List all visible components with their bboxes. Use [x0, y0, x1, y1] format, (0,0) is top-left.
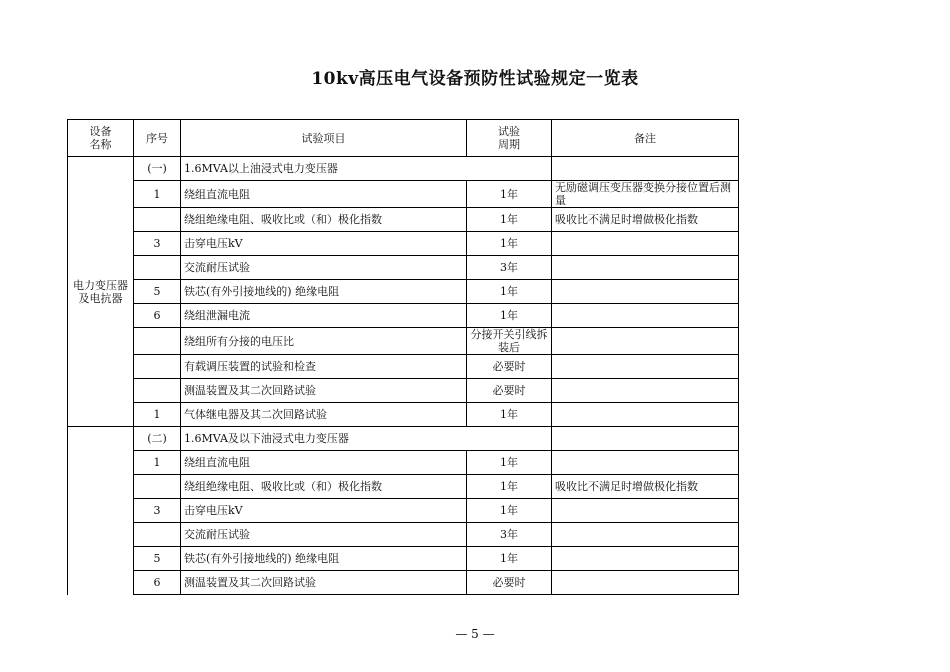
test-period-cell: 1年: [467, 475, 552, 499]
test-item-cell: 气体继电器及其二次回路试验: [181, 403, 467, 427]
table-row: [68, 523, 739, 547]
test-item-cell: 绕组直流电阻: [181, 451, 467, 475]
test-item-cell: 测温装置及其二次回路试验: [181, 571, 467, 595]
seq-no-cell: 6: [134, 571, 181, 595]
seq-no-cell: 1: [134, 451, 181, 475]
test-period-cell: 1年: [467, 232, 552, 256]
note-cell: [552, 256, 739, 280]
table-row: [68, 571, 739, 595]
page-title: 10kv高压电气设备预防性试验规定一览表: [311, 69, 639, 89]
note-cell: [552, 304, 739, 328]
table-row: [68, 232, 739, 256]
note-cell: [552, 523, 739, 547]
seq-no-cell: 6: [134, 304, 181, 328]
test-period-cell: 1年: [467, 403, 552, 427]
test-item-cell: 交流耐压试验: [181, 256, 467, 280]
table-row: [68, 157, 739, 181]
note-cell: [552, 547, 739, 571]
test-regulations-table: [67, 119, 739, 595]
seq-no-cell: 5: [134, 280, 181, 304]
test-period-cell: 必要时: [467, 355, 552, 379]
header-no: 序号: [134, 120, 181, 157]
test-period-cell: 3年: [467, 523, 552, 547]
seq-no-cell: [134, 475, 181, 499]
table-row: [68, 256, 739, 280]
test-item-cell: 交流耐压试验: [181, 523, 467, 547]
note-cell: [552, 403, 739, 427]
note-cell: [552, 499, 739, 523]
seq-no-cell: [134, 208, 181, 232]
seq-no-cell: [134, 379, 181, 403]
test-period-cell: 1年: [467, 451, 552, 475]
note-cell: [552, 232, 739, 256]
test-item-cell: 绕组绝缘电阻、吸收比或（和）极化指数: [181, 208, 467, 232]
device-name-cell: [68, 427, 134, 595]
table-row: [68, 355, 739, 379]
table-row: [68, 499, 739, 523]
seq-no-cell: [134, 328, 181, 355]
note-cell: [552, 571, 739, 595]
test-period-cell: 1年: [467, 181, 552, 208]
test-period-cell: 必要时: [467, 379, 552, 403]
note-cell: [552, 157, 739, 181]
header-device: 设备 名称: [68, 120, 134, 157]
table-row: [68, 379, 739, 403]
table-body: [68, 157, 739, 595]
test-period-cell: 1年: [467, 499, 552, 523]
test-item-cell: 击穿电压kV: [181, 232, 467, 256]
test-item-cell: 绕组绝缘电阻、吸收比或（和）极化指数: [181, 475, 467, 499]
test-item-cell: 绕组泄漏电流: [181, 304, 467, 328]
test-item-cell: 铁芯(有外引接地线的) 绝缘电阻: [181, 547, 467, 571]
seq-no-cell: 3: [134, 499, 181, 523]
test-item-cell: 击穿电压kV: [181, 499, 467, 523]
table-row: [68, 280, 739, 304]
seq-no-cell: 1: [134, 403, 181, 427]
test-period-cell: 3年: [467, 256, 552, 280]
note-cell: [552, 328, 739, 355]
seq-no-cell: 3: [134, 232, 181, 256]
seq-no-cell: 1: [134, 181, 181, 208]
test-item-cell: 铁芯(有外引接地线的) 绝缘电阻: [181, 280, 467, 304]
note-cell: [552, 451, 739, 475]
test-period-cell: 1年: [467, 208, 552, 232]
note-cell: 吸收比不满足时增做极化指数: [552, 208, 739, 232]
test-item-cell: 绕组所有分接的电压比: [181, 328, 467, 355]
seq-no-cell: [134, 256, 181, 280]
table-row: [68, 451, 739, 475]
test-item-cell: 绕组直流电阻: [181, 181, 467, 208]
test-period-cell: 1年: [467, 547, 552, 571]
table-row: [68, 181, 739, 208]
test-period-cell: 1年: [467, 280, 552, 304]
table-header-row: [68, 120, 739, 157]
note-cell: [552, 355, 739, 379]
seq-no-cell: (二): [134, 427, 181, 451]
test-item-cell: 有载调压装置的试验和检查: [181, 355, 467, 379]
test-period-cell: 1年: [467, 304, 552, 328]
seq-no-cell: 5: [134, 547, 181, 571]
page-number: — 5 —: [455, 627, 495, 641]
note-cell: 无励磁调压变压器变换分接位置后测量: [552, 181, 739, 208]
table-row: [68, 328, 739, 355]
test-item-cell: 1.6MVA以上油浸式电力变压器: [181, 157, 552, 181]
note-cell: 吸收比不满足时增做极化指数: [552, 475, 739, 499]
note-cell: [552, 427, 739, 451]
table-row: [68, 403, 739, 427]
header-item: 试验项目: [181, 120, 467, 157]
test-item-cell: 测温装置及其二次回路试验: [181, 379, 467, 403]
seq-no-cell: [134, 523, 181, 547]
test-period-cell: 分接开关引线拆装后: [467, 328, 552, 355]
table-row: [68, 427, 739, 451]
table-row: [68, 208, 739, 232]
table-row: [68, 304, 739, 328]
note-cell: [552, 280, 739, 304]
header-note: 备注: [552, 120, 739, 157]
table-row: [68, 475, 739, 499]
seq-no-cell: [134, 355, 181, 379]
device-name-cell: 电力变压器 及电抗器: [68, 157, 134, 427]
header-period: 试验 周期: [467, 120, 552, 157]
note-cell: [552, 379, 739, 403]
seq-no-cell: (一): [134, 157, 181, 181]
test-item-cell: 1.6MVA及以下油浸式电力变压器: [181, 427, 552, 451]
test-period-cell: 必要时: [467, 571, 552, 595]
table-row: [68, 547, 739, 571]
